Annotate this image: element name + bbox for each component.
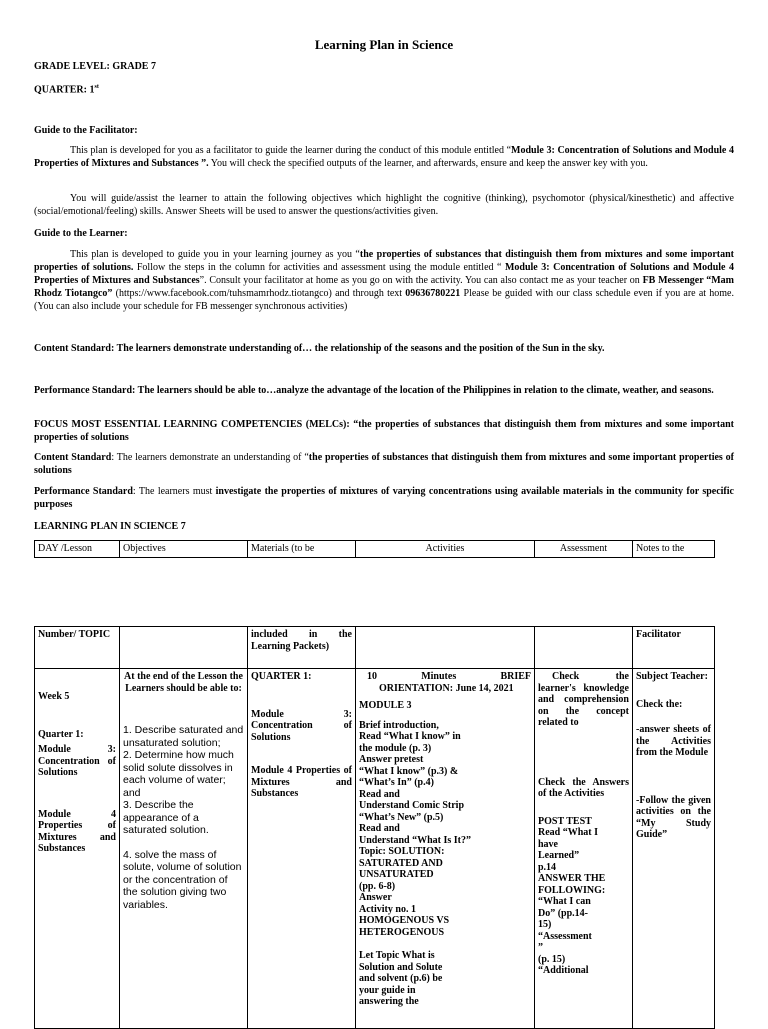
assessment-line: p.14 bbox=[538, 861, 557, 873]
content-standard-1: Content Standard: The learners demonstrate understanding of… the relationship of the seasons and the position of the Sun in the sky. bbox=[34, 343, 605, 354]
materials-quarter: QUARTER 1: bbox=[251, 671, 312, 682]
activity-line: Read “What I know” in bbox=[359, 731, 461, 742]
cell-activities-header-cont bbox=[356, 627, 535, 669]
learner-heading: Guide to the Learner: bbox=[34, 228, 128, 239]
activity-line: Read and bbox=[359, 788, 400, 800]
notes-item-1: -answer sheets of the Activities from the Module bbox=[636, 724, 711, 758]
activity-line: your guide in bbox=[359, 984, 416, 996]
activity-line: the module (p. 3) bbox=[359, 742, 432, 754]
assessment-line: Read “What I bbox=[538, 827, 599, 838]
assessment-line: ANSWER THE bbox=[538, 873, 606, 884]
cell-day bbox=[35, 669, 120, 1029]
objective-1: 1. Describe saturated and unsaturated solution; bbox=[123, 724, 244, 749]
activity-line: Let Topic What is bbox=[359, 950, 435, 961]
activities-list-2 bbox=[359, 950, 531, 1008]
content-standard-2: Content Standard: The learners demonstrate an understanding of “the properties of substances that distinguish them from mixtures and some important properties of solutions bbox=[34, 452, 734, 476]
activity-line: SATURATED AND bbox=[359, 857, 443, 869]
activities-module: MODULE 3 bbox=[359, 700, 412, 711]
performance-standard-2: Performance Standard: The learners must investigate the properties of mixtures of varying concentrations using available materials in the community for specific purposes bbox=[34, 486, 734, 510]
cell-materials-header-cont: included in the Learning Packets) bbox=[248, 627, 356, 669]
materials-module-4: Module 4 Properties of Mixtures and Substances bbox=[251, 765, 352, 799]
objective-2: 2. Determine how much solid solute dissolves in each volume of water; and bbox=[123, 749, 234, 799]
activity-line: Understand Comic Strip bbox=[359, 800, 465, 811]
grade-level: GRADE LEVEL: GRADE 7 bbox=[34, 61, 156, 72]
objectives-intro: At the end of the Lesson the Learners should be able to: bbox=[124, 671, 243, 694]
notes-teacher: Subject Teacher: bbox=[636, 671, 708, 682]
activity-line: Answer pretest bbox=[359, 754, 424, 765]
activity-line: “What’s In” (p.4) bbox=[359, 777, 434, 788]
activity-line: Understand “What Is It?” bbox=[359, 834, 471, 846]
assessment-line: “What I can bbox=[538, 896, 591, 907]
header-assessment: Assessment bbox=[535, 541, 633, 558]
facilitator-paragraph-2: You will guide/assist the learner to attain the following objectives which highlight the cognitive (thinking), psychomotor (physical/kinesthetic) and affective (social/emotional/feeling) skills. Answer Sheets will be used to answer the questions/activities given. bbox=[34, 193, 734, 217]
assessment-line: Do” (pp.14- bbox=[538, 907, 589, 919]
plan-table-header bbox=[34, 540, 715, 558]
facilitator-paragraph-1: This plan is developed for you as a facilitator to guide the learner during the conduct of this module entitled “Module 3: Concentration of Solutions and Module 4 Properties of Mixtures and Substances ”. You will check the specified outputs of the learner, and afterwards, ensure and keep the answer key with you. bbox=[34, 145, 735, 169]
activity-line: (pp. 6-8) bbox=[359, 880, 396, 892]
assessment-line: “Assessment bbox=[538, 930, 592, 942]
melc: FOCUS MOST ESSENTIAL LEARNING COMPETENCIES (MELCs): “the properties of substances that distinguish them from mixtures and some important properties of solutions bbox=[34, 419, 734, 443]
performance-standard-1: Performance Standard: The learners should be able to…analyze the advantage of the location of the Philippines in relation to the climate, weather, and seasons. bbox=[34, 385, 714, 396]
notes-check: Check the: bbox=[636, 698, 683, 710]
activity-line: HETEROGENOUS bbox=[359, 926, 445, 938]
module-3-label: Module 3: Concentration of Solutions bbox=[38, 744, 116, 778]
activity-line: Activity no. 1 bbox=[359, 903, 416, 915]
objective-4: 4. solve the mass of solute, volume of solution or the concentration of the solution giving two variables. bbox=[123, 848, 242, 911]
week-label: Week 5 bbox=[38, 691, 70, 702]
activity-line: Read and bbox=[359, 823, 400, 834]
assessment-line: ” bbox=[538, 942, 543, 953]
activities-list bbox=[359, 720, 531, 939]
header-notes: Notes to the bbox=[633, 541, 715, 558]
activity-line: UNSATURATED bbox=[359, 869, 434, 880]
activity-line: answering the bbox=[359, 996, 419, 1007]
cell-notes bbox=[633, 669, 715, 1029]
assessment-line: Learned” bbox=[538, 850, 580, 861]
activities-line-1: 10 Minutes BRIEF bbox=[367, 671, 531, 682]
facilitator-heading: Guide to the Facilitator: bbox=[34, 125, 138, 136]
header-day: DAY /Lesson bbox=[35, 541, 120, 558]
activity-line: Solution and Solute bbox=[359, 961, 443, 973]
learner-paragraph: This plan is developed to guide you in your learning journey as you “the properties of substances that distinguish them from mixtures and some important properties of solutions. Follow the steps in the column for activities and assessment using the module entitled “ Module 3: Concentration of Solutions and Module 4 Properties of Mixtures and Substances”. Consult your facilitator at home as you go on with the activity. You can also contact me as your teacher on FB Messenger “Mam Rhodz Tiotangco” (https://www.facebook.com/tuhsmamrhodz.tiotangco) and through text 09636780221 Please be guided with our class schedule even if you are at home. (You can also include your schedule for FB messenger synchronous activities) bbox=[34, 249, 734, 312]
quarter-label: QUARTER: 1st bbox=[34, 84, 99, 96]
assessment-line: have bbox=[538, 838, 558, 850]
cell-notes-header-cont: Facilitator bbox=[633, 627, 715, 669]
activity-line: Answer bbox=[359, 892, 392, 903]
activity-line: “What I know” (p.3) & bbox=[359, 765, 459, 777]
cell-day-header-cont: Number/ TOPIC bbox=[35, 627, 120, 669]
objective-3: 3. Describe the appearance of a saturated solution. bbox=[123, 799, 209, 836]
header-objectives: Objectives bbox=[120, 541, 248, 558]
page-title: Learning Plan in Science bbox=[314, 37, 454, 52]
quarter-1-label: Quarter 1: bbox=[38, 728, 84, 740]
assessment-line: (p. 15) bbox=[538, 953, 566, 965]
notes-item-2: -Follow the given activities on the “My Study Guide” bbox=[636, 794, 711, 840]
assessment-line: FOLLOWING: bbox=[538, 884, 606, 896]
materials-module-3: Module 3: Concentration of Solutions bbox=[251, 708, 352, 743]
activity-line: Brief introduction, bbox=[359, 719, 439, 731]
cell-objectives bbox=[120, 669, 248, 1029]
assessment-check-1: Check the learner's knowledge and comprehension on the concept related to bbox=[538, 671, 629, 728]
assessment-line: POST TEST bbox=[538, 815, 592, 827]
cell-materials bbox=[248, 669, 356, 1029]
cell-assessment bbox=[535, 669, 633, 1029]
header-activities: Activities bbox=[356, 541, 535, 558]
plan-heading: LEARNING PLAN IN SCIENCE 7 bbox=[34, 521, 186, 532]
plan-table bbox=[34, 626, 715, 1029]
cell-assessment-header-cont bbox=[535, 627, 633, 669]
activity-line: and solvent (p.6) be bbox=[359, 973, 443, 984]
header-materials: Materials (to be bbox=[248, 541, 356, 558]
activity-line: “What’s New” (p.5) bbox=[359, 811, 444, 823]
assessment-line: 15) bbox=[538, 919, 552, 930]
activity-line: Topic: SOLUTION: bbox=[359, 846, 445, 857]
assessment-line: “Additional bbox=[538, 965, 589, 976]
cell-activities bbox=[356, 669, 535, 1029]
assessment-list bbox=[538, 816, 629, 977]
module-4-label: Module 4 Properties of Mixtures and Substances bbox=[38, 808, 116, 854]
activity-line: HOMOGENOUS VS bbox=[359, 915, 450, 926]
activities-line-2: ORIENTATION: June 14, 2021 bbox=[379, 682, 514, 694]
cell-objectives-header-cont bbox=[120, 627, 248, 669]
assessment-check-2: Check the Answers of the Activities bbox=[538, 776, 629, 799]
